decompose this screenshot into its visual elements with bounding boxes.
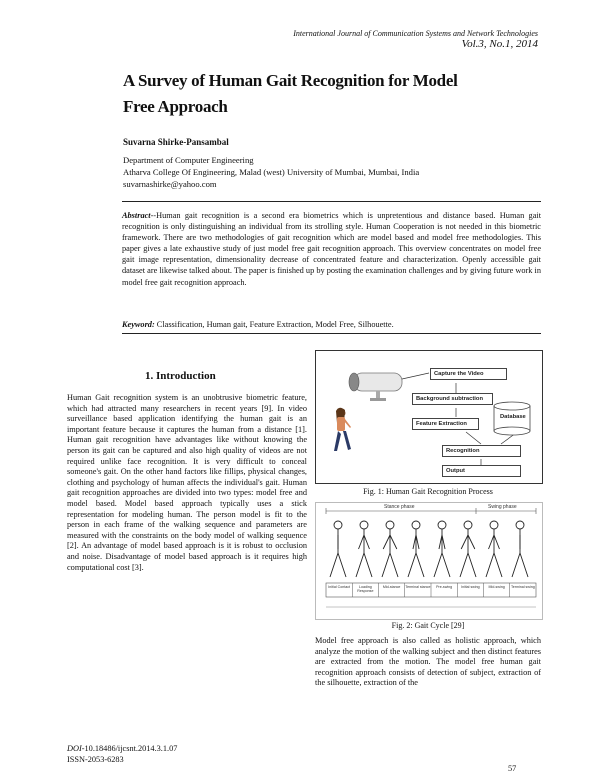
phase-label: Terminal stance [405,585,431,589]
intro-paragraph-2: Model free approach is also called as holistic approach, which analyze the motion of the walking subject and then distinct features are extracted from the motion. The model free human gait recognition approach consists of detection of subject, extraction of the silhouette, extraction of the [315,636,541,688]
box-capture-video: Capture the Video [430,368,507,380]
phase-label: Initial swing [461,585,480,589]
figure-1-caption: Fig. 1: Human Gait Recognition Process [363,487,493,496]
title-line-1: A Survey of Human Gait Recognition for Model [123,71,458,90]
abstract [122,210,541,288]
journal-header [293,28,538,50]
gait-figure [486,521,502,577]
title-line-2: Free Approach [123,97,228,116]
figure-2-gait-cycle [315,502,543,620]
label-database: Database [500,414,526,420]
phase-label: Initial Contact [328,585,351,589]
gait-figure [408,521,424,577]
box-output: Output [442,465,521,477]
doi-line [67,743,177,754]
section-heading-introduction: 1. Introduction [145,370,216,382]
phase-label: Terminal swing [510,585,535,589]
gait-figures [330,521,528,577]
keywords-text: Classification, Human gait, Feature Extraction, Model Free, Silhouette. [154,320,394,329]
gait-figure [330,521,346,577]
box-recognition: Recognition [442,445,521,457]
walking-person-icon [334,408,351,451]
figure-2-caption: Fig. 2: Gait Cycle [29] [391,621,465,630]
phase-label: Pre-swing [436,585,453,589]
author-email: suvarnashirke@yahoo.com [123,179,217,189]
phase-labels [326,583,536,597]
gait-figure [460,521,476,577]
camera-icon [349,373,402,401]
journal-volume: Vol.3, No.1, 2014 [461,38,538,50]
gait-figure [434,521,450,577]
issn: ISSN-2053-6283 [67,755,124,764]
keywords [122,320,541,329]
abstract-label: Abstract-- [122,211,157,220]
affiliation-college: Atharva College Of Engineering, Malad (west) University of Mumbai, Mumbai, India [123,167,420,177]
doi-label: DOI- [67,744,85,753]
gait-figure [512,521,528,577]
page-number: 57 [508,764,517,773]
abstract-top-rule [122,201,541,202]
swing-phase-label: Swing phase [488,504,517,510]
intro-paragraph-1: Human Gait recognition system is an unobtrusive biometric feature, which had attracted many researchers in recent years [9]. In video surveillance based application identifying the human gait is an important feature because it captures the human from a distance [1]. Human gait recognition have advantages like without knowing the person its gait can be captured and also high quality of videos are not required unlike face recognition. It is very difficult to conceal someone's gait. On the other hand factors like fillips, physical changes, clothing and psychology of human affects the individual's gait. Human gait recognition approaches are divided into two types: model free and model based. Model based approach typically uses a stick representation for modeling human. The person model is fit to the person in each frame of the walking sequence and parameters are measured with the constraints on the body model of walking sequence [2]. An advantage of model based approach is it is robust to occlusion and noise. Disadvantage of model based approach is it requires high computational cost [3]. [67,393,307,572]
journal-name: International Journal of Communication Systems and Network Technologies [293,29,538,38]
phase-label: Mid-swing [488,585,505,589]
gait-figure [356,521,372,577]
phase-label: Mid-stance [382,585,401,589]
doi-value: 10.18486/ijcsnt.2014.3.1.07 [84,744,178,753]
box-feature-extraction: Feature Extraction [412,418,479,430]
figure-1-gait-process [315,350,543,484]
stance-phase-label: Stance phase [384,504,415,510]
keywords-label: Keyword: [122,320,155,329]
abstract-bottom-rule [122,333,541,334]
footer-identifiers [67,743,177,765]
affiliation-dept: Department of Computer Engineering [123,155,254,165]
abstract-text: Human gait recognition is a second era biometrics which is unpretentious and distance based. Human gait recognition is only distinguishing an individual from its strolling style. Human Cooperation is not needed in this biometric framework. There are two methodologies of gait recognition which are model based and model free methodologies. This paper gives a late exhaustive study of just model free gait recognition approach. This overview concentrates on model free gait image representation, dimensionality decrease of concentrated feature and characterization. Openly accessible gait dataset are likewise talked about. The paper is finished up by posting the examination challenges and by giving future work in model free gait recognition approach. [122,211,541,287]
gait-figure [382,521,398,577]
author-name: Suvarna Shirke-Pansambal [123,137,229,147]
paper-title [123,68,543,120]
box-background-subtraction: Background subtraction [412,393,493,405]
affiliation [123,154,419,190]
figure-2-graphic [316,503,542,619]
phase-label: Loading Response [357,585,374,594]
